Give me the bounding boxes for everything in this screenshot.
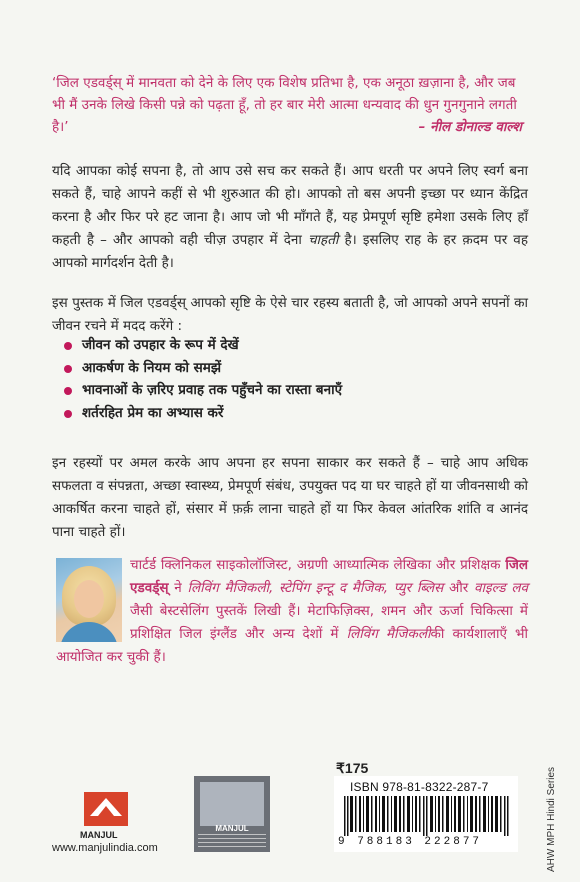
- author-bio: [56, 554, 528, 669]
- photo-spacer: [56, 554, 130, 640]
- bullet-dot-icon: [64, 410, 72, 418]
- secrets-list: [64, 334, 524, 424]
- series-label: AHW MPH Hindi Series: [546, 766, 557, 872]
- outcome-paragraph: इन रहस्यों पर अमल करके आप अपना हर सपना साकार कर सकते हैं – चाहे आप अधिक सफलता व संपन्नता, अच्छा स्वास्थ्य, प्रेमपूर्ण संबंध, उपयुक्त पद या घर चाहते हों या जीवनसाथी को आकर्षित करना चाहते हों, संसार में फ़र्क़ लाना चाहते हों या फिर केवल आंतरिक शांति व आनंद पाना चाहते हों।: [52, 455, 528, 540]
- publisher-logo-text: MANJUL: [80, 830, 118, 840]
- list-item: [64, 357, 524, 380]
- bio-text: जैसी बेस्टसेलिंग पुस्तकें लिखी हैं। मेटाफिज़िक्स, शमन और ऊर्जा चिकित्सा में प्रशिक्षित जिल इंग्लैंड और अन्य देशों में: [130, 603, 528, 642]
- list-item-text: भावनाओं के ज़रिए प्रवाह तक पहुँचने का रास्ता बनाएँ: [82, 382, 343, 398]
- price-label: ₹175: [336, 760, 369, 776]
- endorsement-quote: [52, 72, 522, 138]
- bio-text: चार्टर्ड क्लिनिकल साइकोलॉजिस्ट, अग्रणी आध्यात्मिक लेखिका और प्रशिक्षक: [130, 557, 501, 573]
- quote-text: ‘जिल एडवर्ड्स् में मानवता को देने के लिए एक विशेष प्रतिभा है, एक अनूठा ख़ज़ाना है, और जब भी मैं उनके लिखे किसी पन्ने को पढ़ता हूँ, तो हर बार मेरी आत्मा धन्यवाद की धुन गुनगुनाने लगती है।’: [52, 75, 517, 135]
- intro-paragraph: [52, 160, 528, 275]
- badge-fine-print: [198, 834, 266, 848]
- badge-name: MANJUL: [215, 824, 249, 833]
- author-name: जिल एडवर्ड्स्: [130, 557, 529, 596]
- barcode-digits: 9 788183 222877: [338, 836, 483, 848]
- bio-book-title: वाइल्ड लव: [474, 580, 528, 596]
- barcode-icon: [344, 796, 510, 836]
- publisher-badge: [194, 776, 270, 852]
- publisher-logo-icon: [76, 786, 136, 832]
- bio-text: की कार्यशालाएँ भी आयोजित कर चुकी हैं।: [56, 626, 528, 665]
- intro-text-end: है। इसलिए राह के हर क़दम पर वह आपको मार्गदर्शन देती है।: [52, 232, 528, 271]
- list-item-text: शर्तरहित प्रेम का अभ्यास करें: [82, 404, 224, 421]
- list-item: [64, 334, 524, 357]
- intro-text: यदि आपका कोई सपना है, तो आप उसे सच कर सकते हैं। आप धरती पर अपने लिए स्वर्ग बना सकते हैं, चाहे आपने कहीं से भी शुरुआत की हो। आपको तो बस अपनी इच्छा पर ध्यान केंद्रित करना है और फिर परे हट जाना है। आप जो भी माँगते हैं, यह प्रेमपूर्ण सृष्टि हमेशा उसके लिए हाँ कहती है – और आपको वही चीज़ उपहार में देना: [52, 163, 528, 248]
- bio-book-titles: लिविंग मैजिकली, स्टेपिंग इन्टू द मैजिक, प्युर ब्लिस: [187, 580, 444, 596]
- bio-text: और: [448, 580, 469, 596]
- list-item: [64, 402, 524, 425]
- publisher-website: www.manjulindia.com: [52, 842, 158, 854]
- barcode-panel: [334, 776, 518, 852]
- bullet-dot-icon: [64, 342, 72, 350]
- bullet-dot-icon: [64, 387, 72, 395]
- bio-text: ने: [174, 580, 182, 596]
- intro-italic: चाहती: [307, 232, 339, 248]
- bullet-dot-icon: [64, 365, 72, 373]
- badge-image: [200, 782, 264, 826]
- list-item-text: आकर्षण के नियम को समझें: [82, 359, 222, 376]
- list-item: [64, 379, 524, 402]
- list-item-text: जीवन को उपहार के रूप में देखें: [82, 337, 239, 353]
- bio-workshop-title: लिविंग मैजिकली: [346, 626, 431, 642]
- secrets-lead-paragraph: इस पुस्तक में जिल एडवर्ड्स् आपको सृष्टि के ऐसे चार रहस्य बताती है, जो आपको अपने सपनों का जीवन रचने में मदद करेंगे :: [52, 295, 528, 334]
- quote-attribution: – नील डोनाल्ड वाल्श: [418, 119, 522, 135]
- isbn-number: ISBN 978-81-8322-287-7: [350, 780, 489, 794]
